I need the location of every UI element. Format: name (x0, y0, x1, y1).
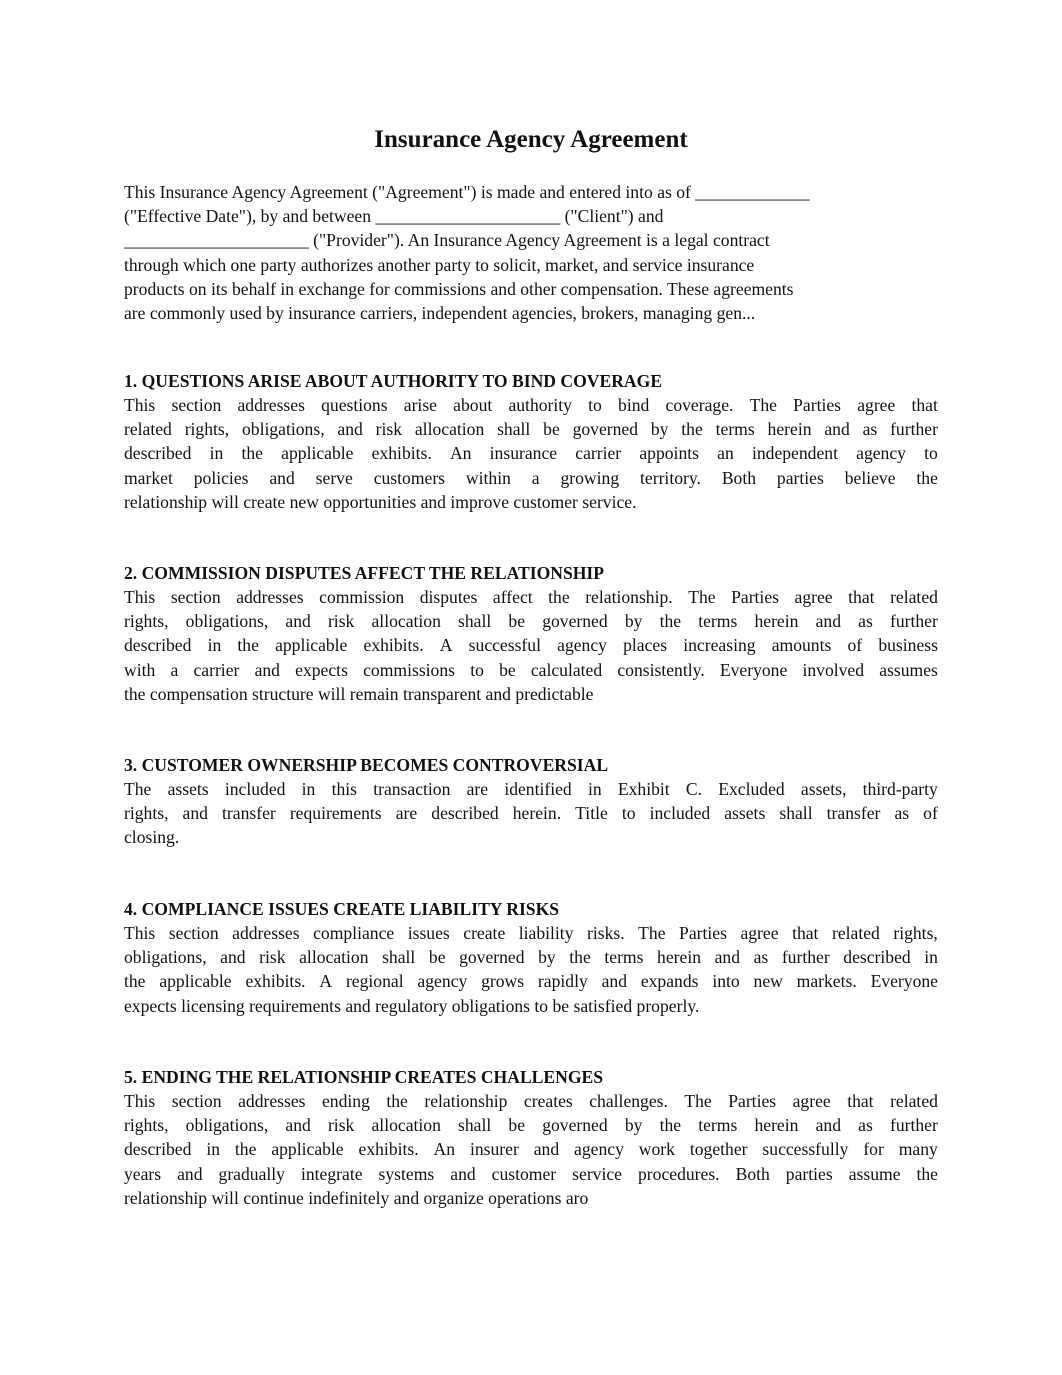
section-body (124, 777, 938, 850)
intro-line: are commonly used by insurance carriers, independent agencies, brokers, managing gen... (124, 303, 756, 324)
section-body (124, 585, 938, 706)
section-body (124, 1089, 938, 1210)
body-line: closing. (124, 827, 180, 848)
section-heading: 3. CUSTOMER OWNERSHIP BECOMES CONTROVERSIAL (124, 755, 609, 775)
section-5 (124, 1065, 938, 1210)
section-heading: 2. COMMISSION DISPUTES AFFECT THE RELATIONSHIP (124, 563, 605, 583)
intro-line: _____________________ ("Provider"). An Insurance Agency Agreement is a legal contract (124, 230, 770, 251)
body-line: The assets included in this transaction are identified in Exhibit C. Excluded assets, third-party (124, 779, 938, 799)
body-line: market policies and serve customers within a growing territory. Both parties believe the (124, 467, 938, 488)
body-line: relationship will continue indefinitely and organize operations aro (124, 1187, 589, 1208)
intro-paragraph (124, 180, 938, 325)
section-body (124, 393, 938, 514)
section-4 (124, 897, 938, 1018)
body-line: This section addresses compliance issues create liability risks. The Parties agree that related rights, (124, 923, 938, 943)
intro-line: ("Effective Date"), by and between _____________________ ("Client") and (124, 206, 664, 227)
body-line: rights, and transfer requirements are described herein. Title to included assets shall transfer as of (124, 803, 938, 824)
body-line: expects licensing requirements and regulatory obligations to be satisfied properly. (124, 995, 700, 1016)
body-line: the applicable exhibits. A regional agency grows rapidly and expands into new markets. Everyone (124, 971, 938, 992)
body-line: This section addresses commission disputes affect the relationship. The Parties agree that related (124, 587, 938, 607)
body-line: relationship will create new opportunities and improve customer service. (124, 491, 637, 512)
intro-line: through which one party authorizes another party to solicit, market, and service insurance (124, 254, 755, 275)
body-line: years and gradually integrate systems and customer service procedures. Both parties assume the (124, 1163, 938, 1184)
body-line: the compensation structure will remain transparent and predictable (124, 683, 594, 704)
body-line: with a carrier and expects commissions to be calculated consistently. Everyone involved assumes (124, 659, 938, 680)
body-line: described in the applicable exhibits. An insurance carrier appoints an independent agency to (124, 443, 938, 464)
body-line: described in the applicable exhibits. A successful agency places increasing amounts of business (124, 635, 938, 656)
section-heading: 5. ENDING THE RELATIONSHIP CREATES CHALLENGES (124, 1067, 604, 1087)
section-1 (124, 369, 938, 514)
body-line: This section addresses ending the relationship creates challenges. The Parties agree that related (124, 1091, 938, 1111)
section-heading: 1. QUESTIONS ARISE ABOUT AUTHORITY TO BIND COVERAGE (124, 371, 663, 391)
document-title: Insurance Agency Agreement (374, 126, 688, 153)
body-line: rights, obligations, and risk allocation shall be governed by the terms herein and as further (124, 611, 938, 632)
body-line: rights, obligations, and risk allocation shall be governed by the terms herein and as further (124, 1115, 938, 1136)
body-line: This section addresses questions arise about authority to bind coverage. The Parties agree that (124, 395, 938, 415)
body-line: related rights, obligations, and risk allocation shall be governed by the terms herein and as further (124, 419, 938, 440)
section-3 (124, 753, 938, 850)
section-2 (124, 561, 938, 706)
body-line: obligations, and risk allocation shall be governed by the terms herein and as further described in (124, 947, 938, 968)
body-line: described in the applicable exhibits. An insurer and agency work together successfully for many (124, 1139, 938, 1160)
section-body (124, 921, 938, 1018)
intro-line: products on its behalf in exchange for commissions and other compensation. These agreements (124, 278, 794, 299)
section-heading: 4. COMPLIANCE ISSUES CREATE LIABILITY RISKS (124, 899, 560, 919)
intro-line: This Insurance Agency Agreement ("Agreement") is made and entered into as of _____________ (124, 182, 810, 202)
